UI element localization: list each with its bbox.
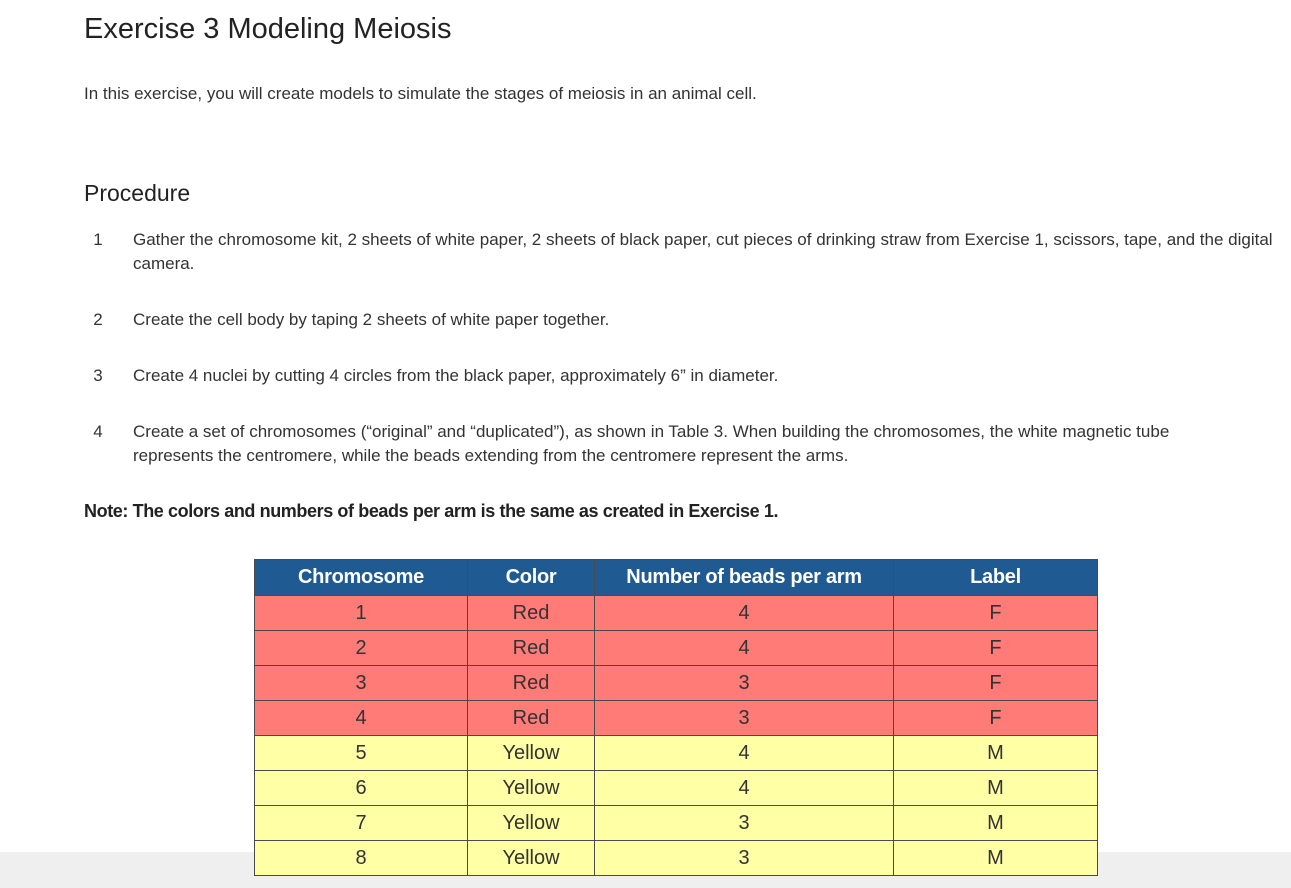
step-number: 3 (93, 366, 103, 385)
cell-chromosome: 6 (255, 771, 468, 806)
cell-color: Yellow (468, 841, 595, 876)
cell-label: M (894, 806, 1098, 841)
cell-label: F (894, 701, 1098, 736)
cell-beads: 3 (595, 841, 894, 876)
cell-label: M (894, 771, 1098, 806)
cell-label: F (894, 596, 1098, 631)
procedure-step-2 (90, 308, 1285, 332)
table-row (255, 736, 1098, 771)
intro-paragraph: In this exercise, you will create models to simulate the stages of meiosis in an animal cell. (84, 84, 757, 103)
cell-chromosome: 7 (255, 806, 468, 841)
step-text: Create a set of chromosomes (“original” and “duplicated”), as shown in Table 3. When building the chromosomes, the white magnetic tube represents the centromere, while the beads extending from the centromere represent the arms. (133, 422, 1170, 465)
cell-color: Red (468, 701, 595, 736)
procedure-heading: Procedure (84, 180, 191, 206)
cell-chromosome: 4 (255, 701, 468, 736)
cell-chromosome: 8 (255, 841, 468, 876)
header-beads-per-arm: Number of beads per arm (595, 560, 894, 596)
cell-color: Red (468, 596, 595, 631)
table-row (255, 666, 1098, 701)
cell-label: F (894, 631, 1098, 666)
table-row (255, 841, 1098, 876)
cell-color: Yellow (468, 771, 595, 806)
cell-label: F (894, 666, 1098, 701)
cell-beads: 4 (595, 631, 894, 666)
note-text: Note: The colors and numbers of beads per arm is the same as created in Exercise 1. (84, 501, 779, 521)
cell-color: Red (468, 631, 595, 666)
cell-chromosome: 5 (255, 736, 468, 771)
cell-color: Yellow (468, 806, 595, 841)
cell-chromosome: 1 (255, 596, 468, 631)
cell-chromosome: 3 (255, 666, 468, 701)
table-row (255, 596, 1098, 631)
step-text: Create the cell body by taping 2 sheets of white paper together. (133, 310, 610, 329)
chromosome-table (254, 559, 1098, 876)
cell-beads: 3 (595, 666, 894, 701)
header-color: Color (468, 560, 595, 596)
step-text: Gather the chromosome kit, 2 sheets of white paper, 2 sheets of black paper, cut pieces of drinking straw from Exercise 1, scissors, tape, and the digital camera. (133, 230, 1273, 273)
page-title: Exercise 3 Modeling Meiosis (84, 13, 452, 45)
procedure-step-1 (90, 228, 1285, 276)
step-number: 4 (93, 422, 103, 441)
table-row (255, 806, 1098, 841)
table-row (255, 631, 1098, 666)
header-label: Label (894, 560, 1098, 596)
table-row (255, 771, 1098, 806)
cell-beads: 4 (595, 596, 894, 631)
cell-beads: 3 (595, 701, 894, 736)
cell-color: Yellow (468, 736, 595, 771)
cell-label: M (894, 736, 1098, 771)
cell-beads: 4 (595, 736, 894, 771)
cell-color: Red (468, 666, 595, 701)
step-number: 1 (93, 230, 103, 249)
procedure-step-4 (90, 420, 1200, 468)
step-text: Create 4 nuclei by cutting 4 circles from the black paper, approximately 6” in diameter. (133, 366, 779, 385)
header-chromosome: Chromosome (255, 560, 468, 596)
step-number: 2 (93, 310, 103, 329)
cell-beads: 3 (595, 806, 894, 841)
cell-beads: 4 (595, 771, 894, 806)
procedure-step-3 (90, 364, 1285, 388)
cell-chromosome: 2 (255, 631, 468, 666)
table-row (255, 701, 1098, 736)
table-header-row (255, 560, 1098, 596)
cell-label: M (894, 841, 1098, 876)
